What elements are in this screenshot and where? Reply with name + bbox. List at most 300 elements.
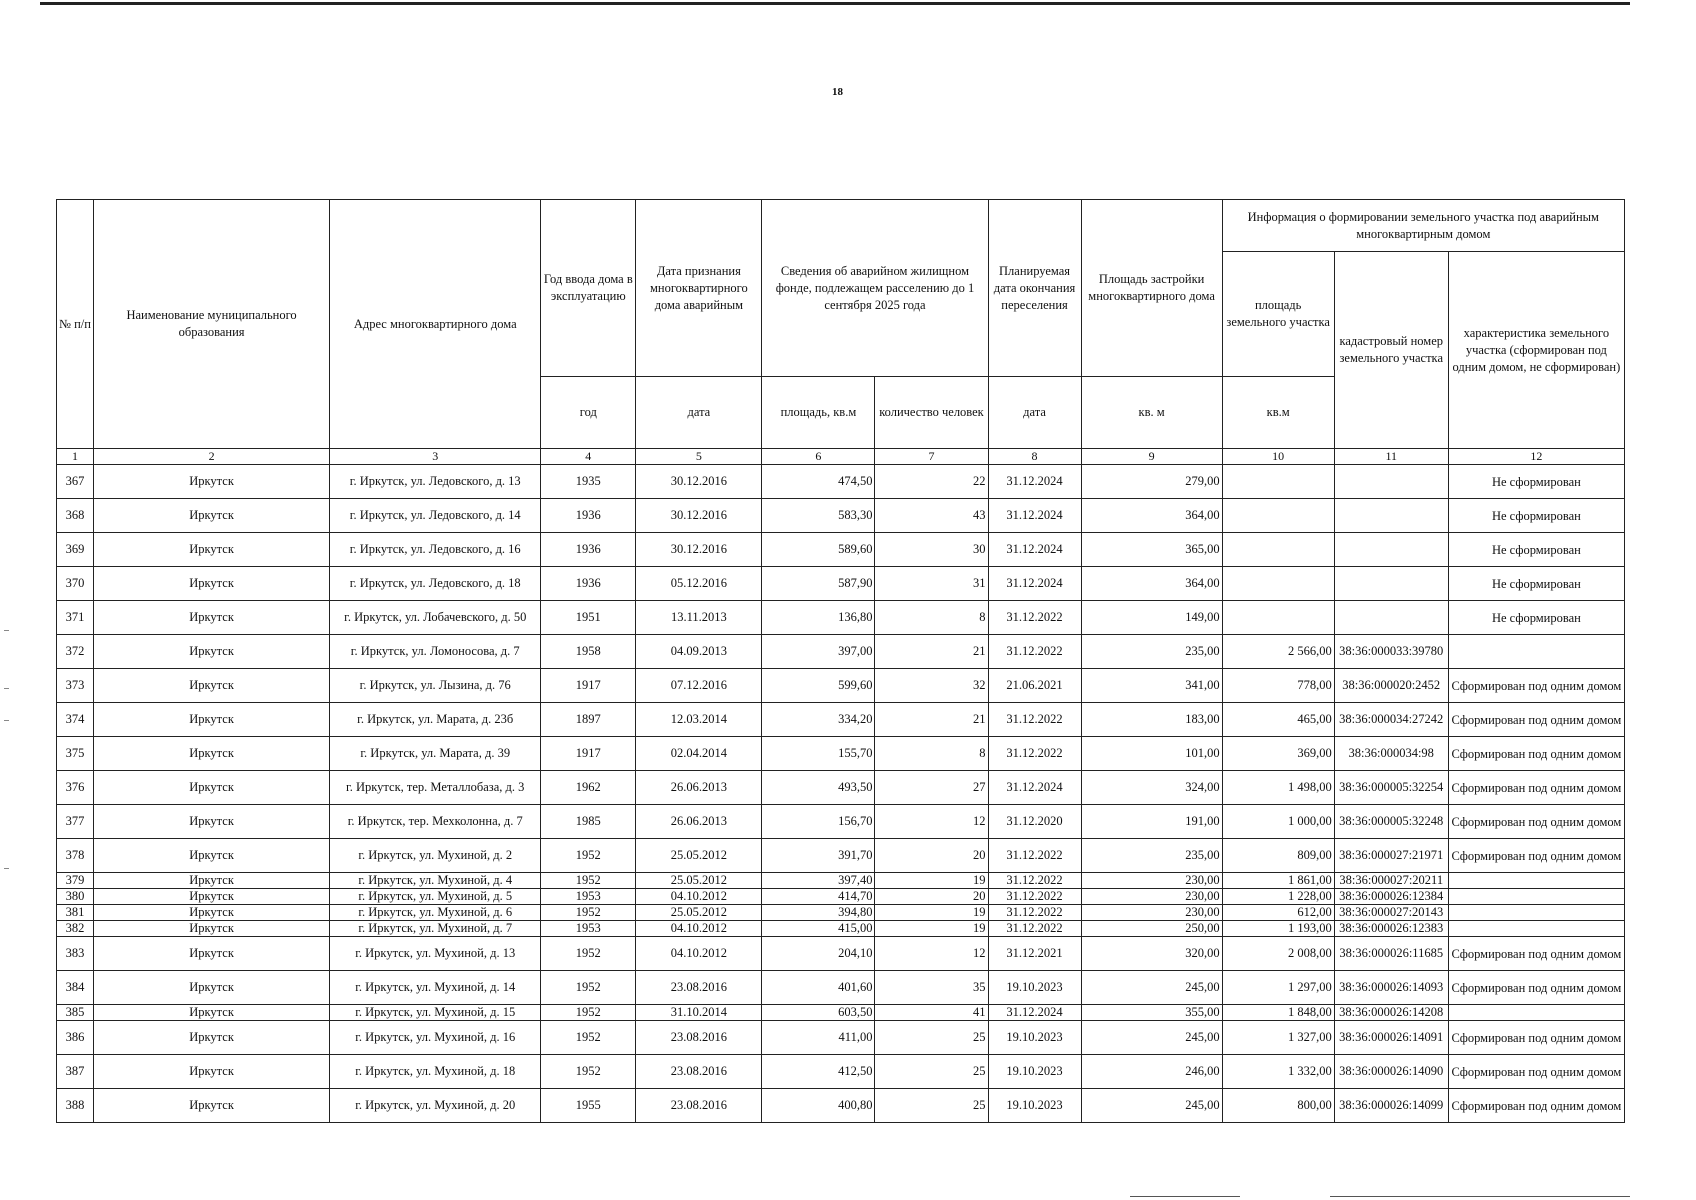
plan-date: 31.12.2022 — [988, 737, 1081, 771]
recognition-date: 26.06.2013 — [636, 771, 762, 805]
built-area: 320,00 — [1081, 937, 1222, 971]
people-count: 41 — [875, 1005, 988, 1021]
address: г. Иркутск, ул. Ледовского, д. 18 — [330, 567, 541, 601]
area: 587,90 — [762, 567, 875, 601]
year-built: 1917 — [541, 669, 636, 703]
cadastral-number: 38:36:000027:20143 — [1334, 905, 1448, 921]
row-number: 371 — [57, 601, 94, 635]
people-count: 32 — [875, 669, 988, 703]
year-built: 1953 — [541, 889, 636, 905]
area: 394,80 — [762, 905, 875, 921]
header-land-info: Информация о формировании земельного участка под аварийным многоквартирным домом — [1222, 200, 1624, 252]
year-built: 1951 — [541, 601, 636, 635]
built-area: 355,00 — [1081, 1005, 1222, 1021]
table-row — [57, 889, 1625, 905]
land-status: Сформирован под одним домом — [1448, 839, 1624, 873]
built-area: 230,00 — [1081, 873, 1222, 889]
land-area: 1 327,00 — [1222, 1021, 1334, 1055]
municipality: Иркутск — [94, 635, 330, 669]
table-row — [57, 905, 1625, 921]
table-row — [57, 465, 1625, 499]
municipality: Иркутск — [94, 669, 330, 703]
built-area: 149,00 — [1081, 601, 1222, 635]
address: г. Иркутск, ул. Мухиной, д. 6 — [330, 905, 541, 921]
row-number: 375 — [57, 737, 94, 771]
municipality: Иркутск — [94, 533, 330, 567]
unit-people: количество человек — [875, 377, 988, 449]
row-number: 382 — [57, 921, 94, 937]
municipality: Иркутск — [94, 971, 330, 1005]
year-built: 1958 — [541, 635, 636, 669]
scan-edge-bottom — [1130, 1196, 1240, 1197]
column-number: 2 — [94, 449, 330, 465]
land-area: 369,00 — [1222, 737, 1334, 771]
row-number: 383 — [57, 937, 94, 971]
land-status — [1448, 635, 1624, 669]
area: 334,20 — [762, 703, 875, 737]
people-count: 21 — [875, 703, 988, 737]
built-area: 250,00 — [1081, 921, 1222, 937]
recognition-date: 04.10.2012 — [636, 937, 762, 971]
recognition-date: 25.05.2012 — [636, 905, 762, 921]
land-status: Не сформирован — [1448, 601, 1624, 635]
table-row — [57, 1089, 1625, 1123]
land-status — [1448, 1005, 1624, 1021]
area: 415,00 — [762, 921, 875, 937]
recognition-date: 04.10.2012 — [636, 921, 762, 937]
people-count: 19 — [875, 921, 988, 937]
recognition-date: 25.05.2012 — [636, 839, 762, 873]
address: г. Иркутск, ул. Мухиной, д. 13 — [330, 937, 541, 971]
land-area: 1 228,00 — [1222, 889, 1334, 905]
year-built: 1935 — [541, 465, 636, 499]
plan-date: 31.12.2022 — [988, 873, 1081, 889]
table-row — [57, 921, 1625, 937]
plan-date: 31.12.2024 — [988, 465, 1081, 499]
header-land-area: площадь земельного участка — [1222, 252, 1334, 377]
land-area: 612,00 — [1222, 905, 1334, 921]
people-count: 12 — [875, 937, 988, 971]
recognition-date: 04.09.2013 — [636, 635, 762, 669]
address: г. Иркутск, ул. Мухиной, д. 14 — [330, 971, 541, 1005]
land-area — [1222, 465, 1334, 499]
area: 204,10 — [762, 937, 875, 971]
built-area: 324,00 — [1081, 771, 1222, 805]
address: г. Иркутск, ул. Ломоносова, д. 7 — [330, 635, 541, 669]
row-number: 374 — [57, 703, 94, 737]
recognition-date: 23.08.2016 — [636, 1055, 762, 1089]
plan-date: 31.12.2021 — [988, 937, 1081, 971]
people-count: 19 — [875, 873, 988, 889]
municipality: Иркутск — [94, 737, 330, 771]
built-area: 230,00 — [1081, 905, 1222, 921]
plan-date: 31.12.2020 — [988, 805, 1081, 839]
land-status: Не сформирован — [1448, 567, 1624, 601]
recognition-date: 23.08.2016 — [636, 1089, 762, 1123]
land-area: 465,00 — [1222, 703, 1334, 737]
people-count: 43 — [875, 499, 988, 533]
cadastral-number: 38:36:000026:12383 — [1334, 921, 1448, 937]
plan-date: 31.12.2024 — [988, 771, 1081, 805]
land-status: Сформирован под одним домом — [1448, 805, 1624, 839]
unit-plan-date: дата — [988, 377, 1081, 449]
cadastral-number: 38:36:000027:20211 — [1334, 873, 1448, 889]
plan-date: 31.12.2022 — [988, 889, 1081, 905]
people-count: 31 — [875, 567, 988, 601]
municipality: Иркутск — [94, 921, 330, 937]
plan-date: 31.12.2022 — [988, 601, 1081, 635]
cadastral-number: 38:36:000034:27242 — [1334, 703, 1448, 737]
cadastral-number — [1334, 567, 1448, 601]
row-number: 380 — [57, 889, 94, 905]
plan-date: 31.12.2022 — [988, 635, 1081, 669]
people-count: 22 — [875, 465, 988, 499]
unit-date: дата — [636, 377, 762, 449]
area: 589,60 — [762, 533, 875, 567]
row-number: 377 — [57, 805, 94, 839]
municipality: Иркутск — [94, 1021, 330, 1055]
table-row — [57, 499, 1625, 533]
year-built: 1936 — [541, 499, 636, 533]
row-number: 388 — [57, 1089, 94, 1123]
table-row — [57, 635, 1625, 669]
column-numbers-row — [57, 449, 1625, 465]
land-status: Сформирован под одним домом — [1448, 771, 1624, 805]
cadastral-number: 38:36:000005:32254 — [1334, 771, 1448, 805]
cadastral-number: 38:36:000026:14099 — [1334, 1089, 1448, 1123]
column-number: 11 — [1334, 449, 1448, 465]
land-area — [1222, 499, 1334, 533]
address: г. Иркутск, ул. Лызина, д. 76 — [330, 669, 541, 703]
land-area — [1222, 533, 1334, 567]
address: г. Иркутск, ул. Марата, д. 39 — [330, 737, 541, 771]
address: г. Иркутск, ул. Мухиной, д. 7 — [330, 921, 541, 937]
header-recognition-date: Дата признания многоквартирного дома аварийным — [636, 200, 762, 377]
land-status: Сформирован под одним домом — [1448, 937, 1624, 971]
column-number: 1 — [57, 449, 94, 465]
year-built: 1952 — [541, 1005, 636, 1021]
cadastral-number: 38:36:000033:39780 — [1334, 635, 1448, 669]
area: 401,60 — [762, 971, 875, 1005]
built-area: 245,00 — [1081, 971, 1222, 1005]
municipality: Иркутск — [94, 499, 330, 533]
table-row — [57, 839, 1625, 873]
land-status: Сформирован под одним домом — [1448, 1055, 1624, 1089]
column-number: 3 — [330, 449, 541, 465]
row-number: 368 — [57, 499, 94, 533]
municipality: Иркутск — [94, 937, 330, 971]
unit-land-area: кв.м — [1222, 377, 1334, 449]
land-status — [1448, 905, 1624, 921]
recognition-date: 12.03.2014 — [636, 703, 762, 737]
table-row — [57, 737, 1625, 771]
address: г. Иркутск, тер. Металлобаза, д. 3 — [330, 771, 541, 805]
table-row — [57, 601, 1625, 635]
plan-date: 31.12.2022 — [988, 703, 1081, 737]
year-built: 1952 — [541, 1021, 636, 1055]
row-number: 367 — [57, 465, 94, 499]
address: г. Иркутск, ул. Мухиной, д. 2 — [330, 839, 541, 873]
area: 397,00 — [762, 635, 875, 669]
municipality: Иркутск — [94, 567, 330, 601]
built-area: 101,00 — [1081, 737, 1222, 771]
land-status: Сформирован под одним домом — [1448, 669, 1624, 703]
land-area — [1222, 601, 1334, 635]
built-area: 235,00 — [1081, 839, 1222, 873]
land-area: 1 000,00 — [1222, 805, 1334, 839]
plan-date: 19.10.2023 — [988, 1055, 1081, 1089]
land-area: 800,00 — [1222, 1089, 1334, 1123]
cadastral-number: 38:36:000027:21971 — [1334, 839, 1448, 873]
row-number: 376 — [57, 771, 94, 805]
table-row — [57, 771, 1625, 805]
header-num: № п/п — [57, 200, 94, 449]
people-count: 25 — [875, 1021, 988, 1055]
unit-area: площадь, кв.м — [762, 377, 875, 449]
land-area: 1 297,00 — [1222, 971, 1334, 1005]
municipality: Иркутск — [94, 905, 330, 921]
people-count: 19 — [875, 905, 988, 921]
land-status: Сформирован под одним домом — [1448, 971, 1624, 1005]
built-area: 246,00 — [1081, 1055, 1222, 1089]
recognition-date: 25.05.2012 — [636, 873, 762, 889]
recognition-date: 31.10.2014 — [636, 1005, 762, 1021]
land-status — [1448, 873, 1624, 889]
land-area: 1 861,00 — [1222, 873, 1334, 889]
people-count: 12 — [875, 805, 988, 839]
land-status: Сформирован под одним домом — [1448, 1021, 1624, 1055]
table-row — [57, 1005, 1625, 1021]
built-area: 191,00 — [1081, 805, 1222, 839]
area: 155,70 — [762, 737, 875, 771]
address: г. Иркутск, ул. Ледовского, д. 16 — [330, 533, 541, 567]
area: 400,80 — [762, 1089, 875, 1123]
recognition-date: 13.11.2013 — [636, 601, 762, 635]
municipality: Иркутск — [94, 805, 330, 839]
municipality: Иркутск — [94, 465, 330, 499]
cadastral-number — [1334, 601, 1448, 635]
year-built: 1955 — [541, 1089, 636, 1123]
recognition-date: 23.08.2016 — [636, 971, 762, 1005]
row-number: 385 — [57, 1005, 94, 1021]
area: 603,50 — [762, 1005, 875, 1021]
table-row — [57, 1021, 1625, 1055]
cadastral-number: 38:36:000026:12384 — [1334, 889, 1448, 905]
cadastral-number: 38:36:000005:32248 — [1334, 805, 1448, 839]
municipality: Иркутск — [94, 703, 330, 737]
land-area: 778,00 — [1222, 669, 1334, 703]
address: г. Иркутск, ул. Лобачевского, д. 50 — [330, 601, 541, 635]
land-status: Не сформирован — [1448, 465, 1624, 499]
recognition-date: 30.12.2016 — [636, 465, 762, 499]
municipality: Иркутск — [94, 1005, 330, 1021]
table-row — [57, 1055, 1625, 1089]
row-number: 381 — [57, 905, 94, 921]
table-row — [57, 669, 1625, 703]
municipality: Иркутск — [94, 839, 330, 873]
people-count: 25 — [875, 1055, 988, 1089]
cadastral-number: 38:36:000026:14091 — [1334, 1021, 1448, 1055]
header-address: Адрес многоквартирного дома — [330, 200, 541, 449]
people-count: 8 — [875, 737, 988, 771]
cadastral-number — [1334, 499, 1448, 533]
plan-date: 31.12.2024 — [988, 533, 1081, 567]
year-built: 1897 — [541, 703, 636, 737]
land-area — [1222, 567, 1334, 601]
cadastral-number: 38:36:000026:14090 — [1334, 1055, 1448, 1089]
header-built-area: Площадь застройки многоквартирного дома — [1081, 200, 1222, 377]
table-row — [57, 805, 1625, 839]
land-status: Сформирован под одним домом — [1448, 737, 1624, 771]
people-count: 25 — [875, 1089, 988, 1123]
year-built: 1952 — [541, 839, 636, 873]
plan-date: 31.12.2024 — [988, 1005, 1081, 1021]
year-built: 1953 — [541, 921, 636, 937]
unit-built-area: кв. м — [1081, 377, 1222, 449]
year-built: 1985 — [541, 805, 636, 839]
recognition-date: 02.04.2014 — [636, 737, 762, 771]
people-count: 35 — [875, 971, 988, 1005]
address: г. Иркутск, тер. Мехколонна, д. 7 — [330, 805, 541, 839]
column-number: 12 — [1448, 449, 1624, 465]
table-row — [57, 937, 1625, 971]
land-status — [1448, 921, 1624, 937]
header-plan-date: Планируемая дата окончания переселения — [988, 200, 1081, 377]
year-built: 1936 — [541, 533, 636, 567]
area: 411,00 — [762, 1021, 875, 1055]
built-area: 364,00 — [1081, 499, 1222, 533]
address: г. Иркутск, ул. Марата, д. 23б — [330, 703, 541, 737]
area: 391,70 — [762, 839, 875, 873]
built-area: 364,00 — [1081, 567, 1222, 601]
recognition-date: 04.10.2012 — [636, 889, 762, 905]
plan-date: 31.12.2024 — [988, 499, 1081, 533]
address: г. Иркутск, ул. Мухиной, д. 16 — [330, 1021, 541, 1055]
header-year: Год ввода дома в эксплуатацию — [541, 200, 636, 377]
address: г. Иркутск, ул. Мухиной, д. 15 — [330, 1005, 541, 1021]
housing-table — [56, 199, 1625, 1123]
built-area: 365,00 — [1081, 533, 1222, 567]
municipality: Иркутск — [94, 601, 330, 635]
table-row — [57, 567, 1625, 601]
scan-edge-bottom-right — [1330, 1196, 1630, 1197]
table-row — [57, 971, 1625, 1005]
land-status — [1448, 889, 1624, 905]
land-status: Сформирован под одним домом — [1448, 1089, 1624, 1123]
address: г. Иркутск, ул. Ледовского, д. 14 — [330, 499, 541, 533]
area: 414,70 — [762, 889, 875, 905]
municipality: Иркутск — [94, 1055, 330, 1089]
address: г. Иркутск, ул. Мухиной, д. 5 — [330, 889, 541, 905]
built-area: 230,00 — [1081, 889, 1222, 905]
row-number: 386 — [57, 1021, 94, 1055]
row-number: 378 — [57, 839, 94, 873]
people-count: 20 — [875, 839, 988, 873]
table-row — [57, 703, 1625, 737]
year-built: 1936 — [541, 567, 636, 601]
area: 412,50 — [762, 1055, 875, 1089]
built-area: 341,00 — [1081, 669, 1222, 703]
recognition-date: 23.08.2016 — [636, 1021, 762, 1055]
land-status: Не сформирован — [1448, 533, 1624, 567]
area: 583,30 — [762, 499, 875, 533]
column-number: 10 — [1222, 449, 1334, 465]
table-row — [57, 873, 1625, 889]
municipality: Иркутск — [94, 889, 330, 905]
area: 156,70 — [762, 805, 875, 839]
municipality: Иркутск — [94, 771, 330, 805]
built-area: 245,00 — [1081, 1021, 1222, 1055]
plan-date: 19.10.2023 — [988, 971, 1081, 1005]
header-land-char: характеристика земельного участка (сформирован под одним домом, не сформирован) — [1448, 252, 1624, 449]
scan-edge-top — [40, 2, 1630, 5]
plan-date: 19.10.2023 — [988, 1089, 1081, 1123]
built-area: 183,00 — [1081, 703, 1222, 737]
land-area: 1 498,00 — [1222, 771, 1334, 805]
column-number: 6 — [762, 449, 875, 465]
header-cadastral: кадастровый номер земельного участка — [1334, 252, 1448, 449]
address: г. Иркутск, ул. Ледовского, д. 13 — [330, 465, 541, 499]
column-number: 4 — [541, 449, 636, 465]
people-count: 27 — [875, 771, 988, 805]
municipality: Иркутск — [94, 1089, 330, 1123]
land-area: 1 193,00 — [1222, 921, 1334, 937]
row-number: 373 — [57, 669, 94, 703]
recognition-date: 05.12.2016 — [636, 567, 762, 601]
land-status: Не сформирован — [1448, 499, 1624, 533]
land-area: 1 332,00 — [1222, 1055, 1334, 1089]
row-number: 379 — [57, 873, 94, 889]
address: г. Иркутск, ул. Мухиной, д. 18 — [330, 1055, 541, 1089]
year-built: 1952 — [541, 905, 636, 921]
area: 136,80 — [762, 601, 875, 635]
plan-date: 31.12.2024 — [988, 567, 1081, 601]
year-built: 1952 — [541, 1055, 636, 1089]
area: 493,50 — [762, 771, 875, 805]
address: г. Иркутск, ул. Мухиной, д. 4 — [330, 873, 541, 889]
year-built: 1952 — [541, 937, 636, 971]
cadastral-number: 38:36:000034:98 — [1334, 737, 1448, 771]
recognition-date: 30.12.2016 — [636, 533, 762, 567]
area: 599,60 — [762, 669, 875, 703]
plan-date: 19.10.2023 — [988, 1021, 1081, 1055]
plan-date: 31.12.2022 — [988, 905, 1081, 921]
land-status: Сформирован под одним домом — [1448, 703, 1624, 737]
header-fund-info: Сведения об аварийном жилищном фонде, подлежащем расселению до 1 сентября 2025 года — [762, 200, 988, 377]
people-count: 21 — [875, 635, 988, 669]
year-built: 1952 — [541, 971, 636, 1005]
row-number: 369 — [57, 533, 94, 567]
people-count: 20 — [875, 889, 988, 905]
row-number: 384 — [57, 971, 94, 1005]
cadastral-number: 38:36:000026:14093 — [1334, 971, 1448, 1005]
cadastral-number: 38:36:000026:14208 — [1334, 1005, 1448, 1021]
column-number: 9 — [1081, 449, 1222, 465]
column-number: 8 — [988, 449, 1081, 465]
land-area: 809,00 — [1222, 839, 1334, 873]
address: г. Иркутск, ул. Мухиной, д. 20 — [330, 1089, 541, 1123]
row-number: 372 — [57, 635, 94, 669]
year-built: 1962 — [541, 771, 636, 805]
header-municipality: Наименование муниципального образования — [94, 200, 330, 449]
area: 474,50 — [762, 465, 875, 499]
row-number: 387 — [57, 1055, 94, 1089]
land-area: 1 848,00 — [1222, 1005, 1334, 1021]
plan-date: 31.12.2022 — [988, 839, 1081, 873]
table-row — [57, 533, 1625, 567]
cadastral-number — [1334, 465, 1448, 499]
column-number: 5 — [636, 449, 762, 465]
